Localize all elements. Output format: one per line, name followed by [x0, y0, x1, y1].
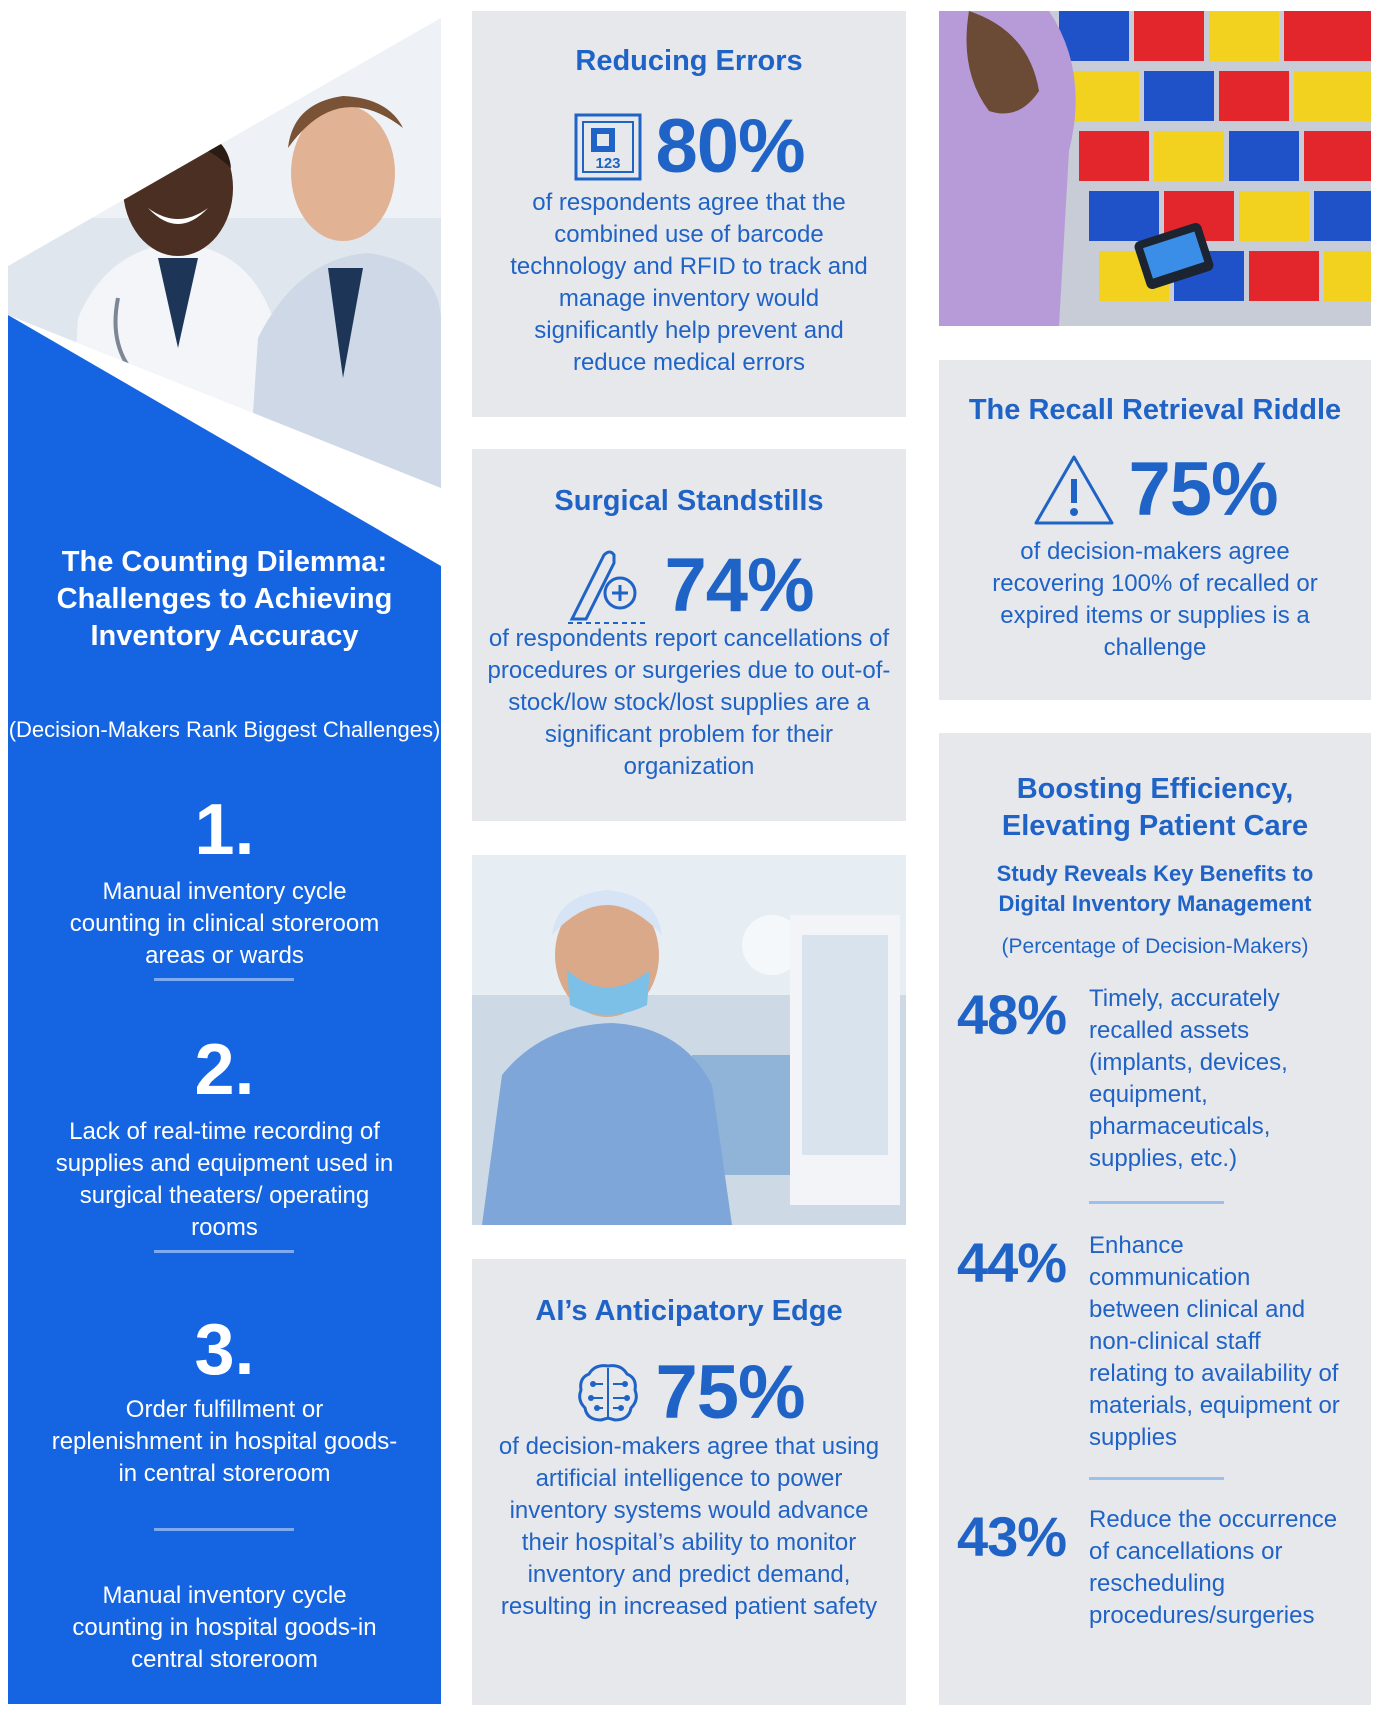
rank-1-text: Manual inventory cycle counting in clinical storeroom areas or wards [69, 878, 380, 969]
warning-icon [1032, 453, 1116, 527]
surgical-standstills-text: of respondents report cancellations of procedures or surgeries due to out-of-stock/low stock/lost supplies are a significant problem for their organization [487, 625, 891, 780]
reducing-errors-card [472, 11, 906, 417]
rank-3-number: 3. [194, 1310, 255, 1390]
recall-riddle-text: of decision-makers agree recovering 100% of recalled or expired items or supplies is a challenge [992, 538, 1318, 661]
ai-edge-value: 75% [655, 1350, 805, 1435]
barcode-123-icon [573, 112, 643, 182]
rank-divider [154, 978, 294, 981]
ai-edge-stat [472, 1350, 906, 1435]
benefits-subtitle: Study Reveals Key Benefits to Digital Inventory Management [996, 861, 1314, 916]
surgical-standstills-card [472, 449, 906, 821]
benefits-card [939, 733, 1371, 1705]
recall-riddle-stat [939, 447, 1371, 532]
rank-3-text: Order fulfillment or replenishment in hospital goods-in central storeroom [51, 1396, 398, 1487]
scalpel-icon [564, 545, 652, 627]
reducing-errors-text: of respondents agree that the combined use of barcode technology and RFID to track and manage inventory would significantly help prevent and reduce medical errors [510, 189, 868, 376]
ai-edge-title: AI’s Anticipatory Edge [535, 1295, 843, 1327]
surgical-standstills-value: 74% [664, 543, 814, 628]
recall-riddle-card [939, 360, 1371, 700]
benefits-note: (Percentage of Decision-Makers) [1001, 935, 1309, 958]
challenges-title: The Counting Dilemma: Challenges to Achieving Inventory Accuracy [56, 546, 393, 652]
surgeon-photo [472, 855, 906, 1225]
benefit-1-text: Timely, accurately recalled assets (implants, devices, equipment, pharmaceuticals, supplies, etc.) [1089, 985, 1288, 1172]
rank-divider [154, 1528, 294, 1531]
recall-riddle-value: 75% [1128, 447, 1278, 532]
challenge-extra-text: Manual inventory cycle counting in hospital goods-in central storeroom [72, 1582, 377, 1673]
rank-1-number: 1. [194, 790, 255, 870]
benefit-1-percent: 48% [957, 983, 1067, 1046]
surgical-standstills-title: Surgical Standstills [554, 485, 824, 517]
rank-2-text: Lack of real-time recording of supplies and equipment used in surgical theaters/ operating rooms [55, 1118, 394, 1241]
reducing-errors-title: Reducing Errors [575, 45, 803, 77]
benefits-title: Boosting Efficiency, Elevating Patient Care [1001, 773, 1309, 842]
benefit-divider [1089, 1201, 1224, 1204]
surgical-standstills-stat [472, 545, 906, 627]
challenges-subtitle: (Decision-Makers Rank Biggest Challenges) [8, 717, 441, 742]
ai-edge-card [472, 1259, 906, 1705]
reducing-errors-value: 80% [655, 104, 805, 189]
recall-riddle-title: The Recall Retrieval Riddle [968, 394, 1342, 426]
benefit-2-text: Enhance communication between clinical and non-clinical staff relating to availability of materials, equipment or supplies [1089, 1232, 1340, 1451]
ai-edge-text: of decision-makers agree that using artificial intelligence to power inventory systems would advance their hospital’s ability to monitor inventory and predict demand, resulting in increased patient safety [498, 1433, 880, 1620]
challenges-panel [8, 18, 441, 1704]
benefit-2-percent: 44% [957, 1231, 1067, 1294]
brain-circuit-icon [573, 1358, 643, 1428]
reducing-errors-stat [472, 104, 906, 189]
benefit-3-percent: 43% [957, 1505, 1067, 1568]
benefit-divider [1089, 1477, 1224, 1480]
storage-bins-photo [939, 11, 1371, 326]
rank-divider [154, 1250, 294, 1253]
barcode-123-label: 123 [595, 155, 621, 172]
rank-2-number: 2. [194, 1030, 255, 1110]
benefit-3-text: Reduce the occurrence of cancellations or rescheduling procedures/surgeries [1089, 1506, 1338, 1629]
